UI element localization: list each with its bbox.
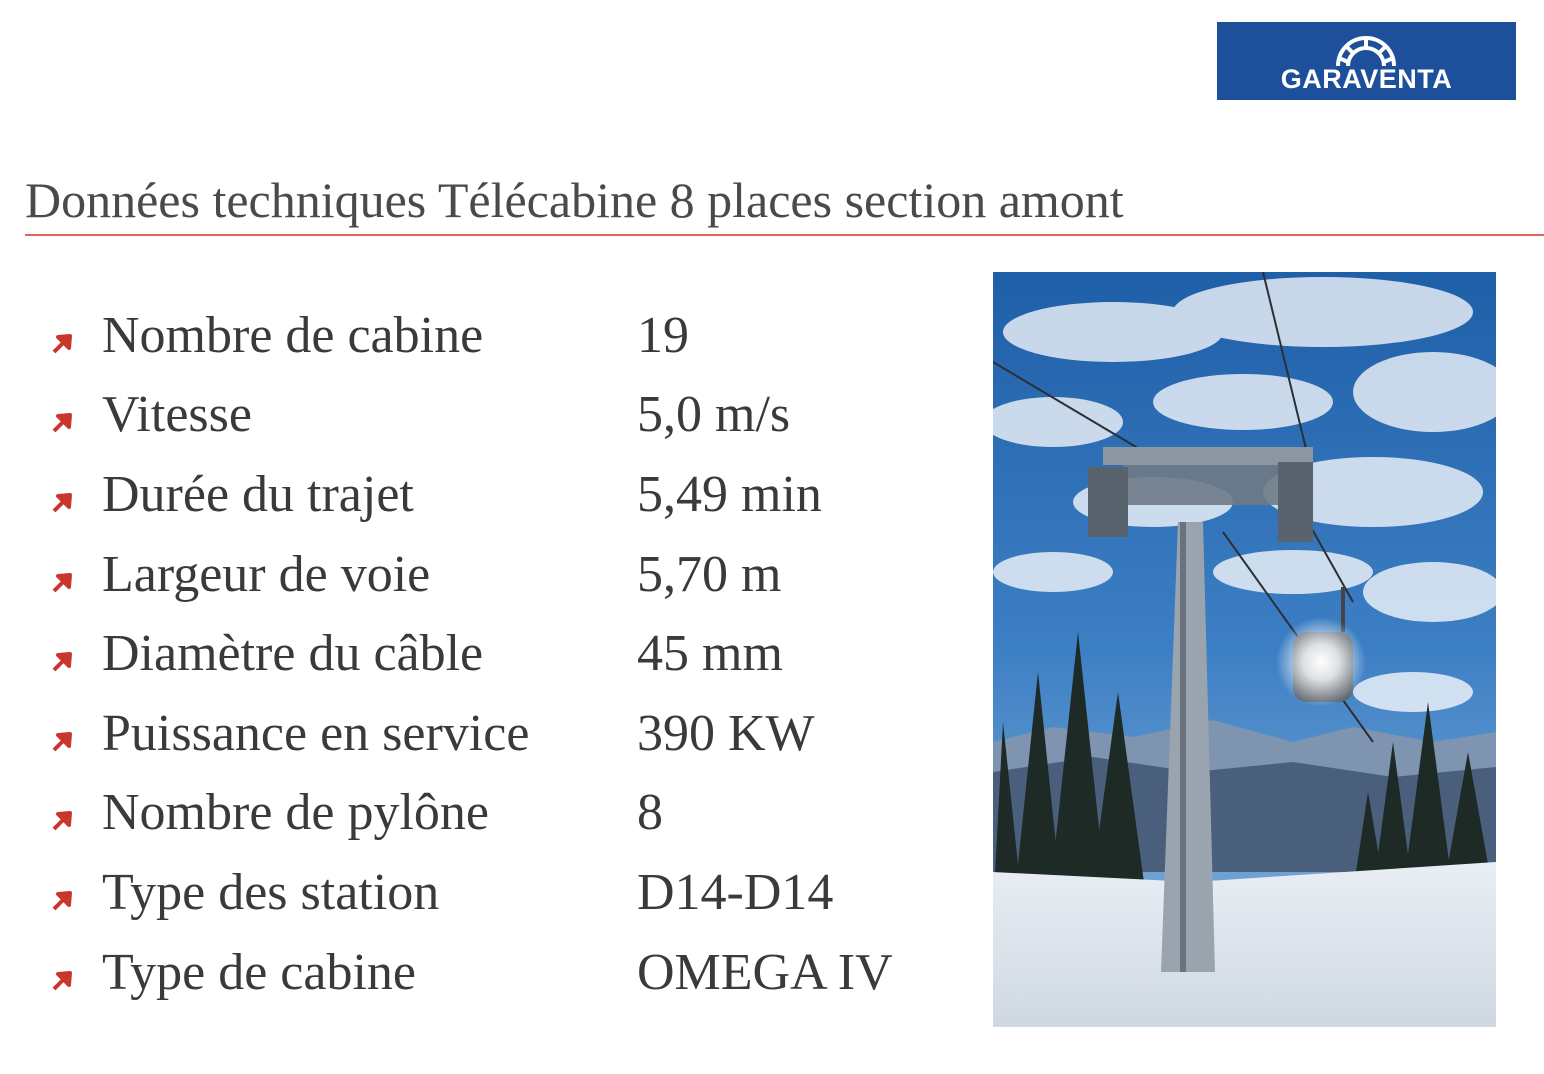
spec-row [50,933,950,1013]
spec-value: D14-D14 [637,863,834,921]
arrow-up-right-icon [50,490,74,514]
spec-label: Diamètre du câble [102,625,484,683]
spec-value: 45 mm [637,625,783,683]
spec-value: 5,0 m/s [637,386,791,444]
arrow-up-right-icon [50,888,74,912]
spec-value: 8 [637,784,663,842]
spec-value: 19 [637,306,689,364]
spec-label: Puissance en service [102,704,530,762]
garaventa-logo [1217,22,1516,100]
arrow-up-right-icon [50,331,74,355]
spec-row [50,376,950,456]
spec-label: Nombre de cabine [102,306,484,364]
spec-row [50,853,950,933]
spec-row [50,614,950,694]
spec-value: 390 KW [637,704,815,762]
arrow-up-right-icon [50,968,74,992]
spec-value: OMEGA IV [637,943,893,1001]
spec-row [50,774,950,854]
spec-row [50,296,950,376]
title-divider [25,234,1544,236]
spec-value: 5,70 m [637,545,782,603]
spec-label: Type de cabine [102,943,416,1001]
spec-label: Largeur de voie [102,545,431,603]
logo-wordmark: GARAVENTA [1280,64,1453,94]
spec-label: Type des station [102,863,440,921]
arrow-up-right-icon [50,649,74,673]
gondola-photo [993,272,1496,1027]
spec-row [50,694,950,774]
arrow-up-right-icon [50,729,74,753]
spec-label: Durée du trajet [102,465,414,523]
spec-row [50,535,950,615]
page-title: Données techniques Télécabine 8 places section amont [25,172,1124,228]
spec-label: Vitesse [102,386,252,444]
spec-value: 5,49 min [637,465,822,523]
spec-list [50,296,950,1012]
spec-label: Nombre de pylône [102,784,490,842]
arrow-up-right-icon [50,570,74,594]
arrow-up-right-icon [50,410,74,434]
arrow-up-right-icon [50,808,74,832]
spec-row [50,455,950,535]
